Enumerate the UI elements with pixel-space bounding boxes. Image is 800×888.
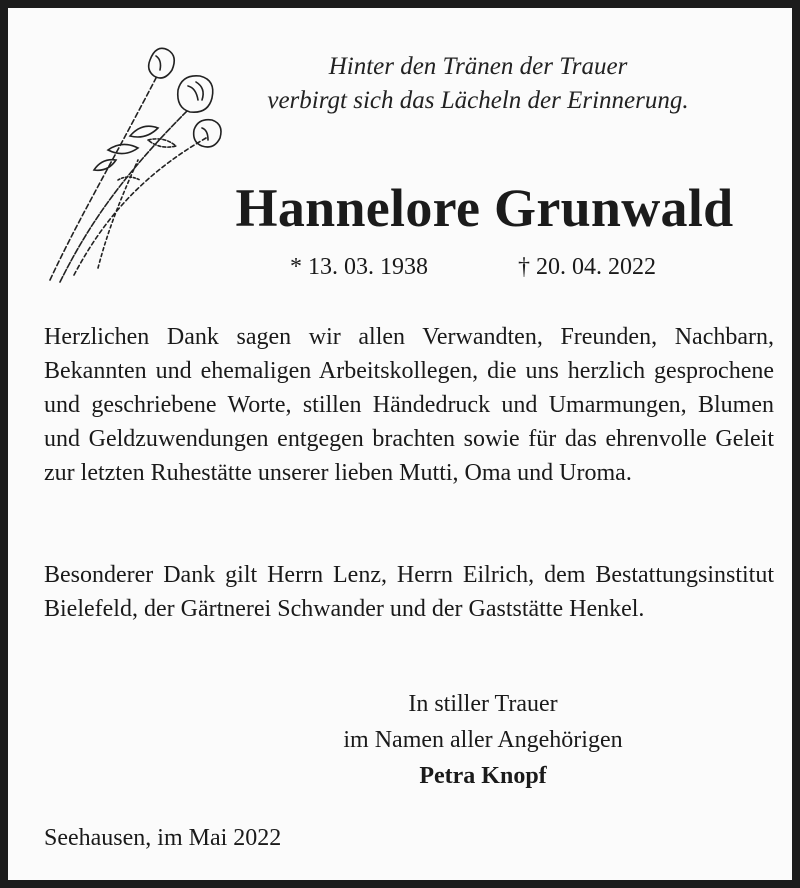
memorial-quote xyxy=(223,50,733,118)
birth-date: * 13. 03. 1938 xyxy=(290,254,428,280)
death-date: † 20. 04. 2022 xyxy=(518,254,656,280)
place-and-date: Seehausen, im Mai 2022 xyxy=(44,825,282,851)
signature-line-1: In stiller Trauer xyxy=(408,691,558,717)
signer-name: Petra Knopf xyxy=(419,763,547,789)
thanks-paragraph: Herzlichen Dank sagen wir allen Verwandten, Freunden, Nachbarn, Bekannten und ehemaligen Arbeitskollegen, die uns herzlich gesprochene und geschriebene Worte, stillen Händedruck und Umarmungen, Blumen und Geldzuwendungen entgegen brachten sowie für das ehrenvolle Geleit zur letzten Ruhestätte unserer lieben Mutti, Oma und Uroma. xyxy=(44,324,774,486)
quote-line-2: verbirgt sich das Lächeln der Erinnerung. xyxy=(267,87,689,114)
signature-line-2: im Namen aller Angehörigen xyxy=(343,727,623,753)
deceased-name: Hannelore Grunwald xyxy=(235,178,734,238)
quote-line-1: Hinter den Tränen der Trauer xyxy=(328,53,628,80)
signature-block xyxy=(278,686,688,794)
roses-illustration xyxy=(38,30,238,288)
special-thanks-paragraph: Besonderer Dank gilt Herrn Lenz, Herrn Eilrich, dem Bestattungsinstitut Bielefeld, der Gärtnerei Schwander und der Gaststätte Henkel. xyxy=(44,562,774,622)
